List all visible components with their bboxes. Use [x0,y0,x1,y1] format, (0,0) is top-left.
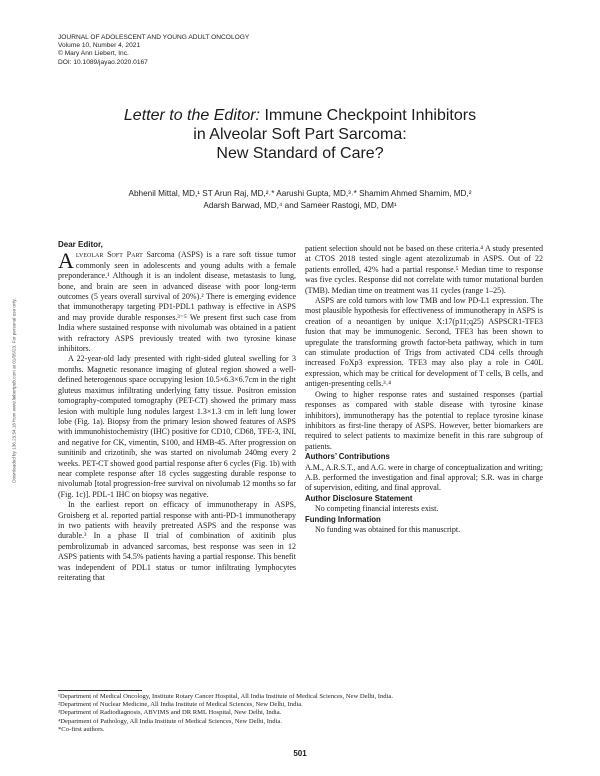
disclosure-heading: Author Disclosure Statement [305,493,413,503]
intro-small-caps: lveolar Soft Part [75,250,143,260]
disclosure-text: No competing financial interests exist. [315,504,439,514]
page-number: 501 [293,749,307,758]
intro-text: Sarcoma (ASPS) is a rare soft tissue tumor commonly seen in adolescents and young adults with a female preponderance.¹ Although it is an indolent disease, metastasis to lung, bone, and brain are seen in advanced disease with poor long-term outcomes (5 years overall survival of 20%).² There is emerging evidence that immunotherapy targeting PD1-PDL1 pathway is effective in ASPS and may provide durable responses.³⁻⁵ We present first such case from India where sustained response with nivolumab was obtained in a patient with refractory ASPS previously treated with two tyrosine kinase inhibitors. [58,250,296,354]
footnote: ²Department of Nuclear Medicine, All India Institute of Medical Sciences, New Delhi, India. [58,701,303,709]
journal-header [58,34,249,67]
footnote: *Co-first authors. [58,725,105,733]
funding-text: No funding was obtained for this manuscript. [315,524,461,534]
title-line3: New Standard of Care? [216,145,384,162]
title-line2: in Alveolar Soft Part Sarcoma: [193,126,407,143]
journal-volume: Volume 10, Number 4, 2021 [58,42,141,50]
footnote: ⁴Department of Pathology, All India Institute of Medical Sciences, New Delhi, India. [58,717,282,725]
affiliations-footnotes [58,693,548,734]
contributions-heading: Authors’ Contributions [305,452,390,462]
footnote-rule [58,690,142,691]
atezolizumab-paragraph: patient selection should not be based on these criteria.⁴ A study presented at CTOS 2018 tested single agent atezolizumab in ASPS. Out of 22 patients enrolled, 42% had a partial response.⁵ Median time to response was five cycles. Response did not correlate with tumor mutational burden (TMB). Median time on treatment was 11 cycles (range 1–25). [305,244,543,295]
title-line1: Immune Checkpoint Inhibitors [264,107,477,124]
authors-line1: Abhenil Mittal, MD,¹ ST Arun Raj, MD,²˒* Aarushi Gupta, MD,³˒* Shamim Ahmed Shamim, MD,² [128,189,472,198]
right-column [305,244,543,535]
download-watermark: Downloaded by 136.23.54.18 from www.liebertpub.com at 01/05/23. For personal use only. [11,298,17,483]
title-lead: Letter to the Editor: [123,107,260,124]
drop-cap: A [58,248,74,274]
literature-paragraph: In the earliest report on efficacy of immunotherapy in ASPS, Groisberg et al. reported partial response with anti-PD-1 immunotherapy in two patients with heavily pretreated ASPS and the response was durable.³ In a phase II trial of combination of axitinib plus pembrolizumab in advanced sarcomas, best response was seen in 12 ASPS patients with 54.5% patients having a partial response. This benefit was independent of PDL1 status or tumor infiltrating lymphocytes reiterating that [58,500,296,582]
copyright-line: © Mary Ann Liebert, Inc. [58,50,129,58]
footnote: ¹Department of Medical Oncology, Institute Rotary Cancer Hospital, All India Institute of Medical Sciences, New Delhi, India. [58,693,393,700]
author-list [80,188,520,213]
authors-line2: Adarsh Barwad, MD,⁴ and Sameer Rastogi, MD, DM¹ [203,201,397,211]
contributions-text: A.M., A.R.S.T., and A.G. were in charge of conceptualization and writing; A.B. performed the investigation and final approval; S.R. was in charge of supervision, editing, and final approval. [305,462,543,493]
salutation: Dear Editor, [58,240,103,249]
article-title [60,106,540,163]
journal-name: JOURNAL OF ADOLESCENT AND YOUNG ADULT ONCOLOGY [58,34,250,41]
doi-line: DOI: 10.1089/jayao.2020.0167 [58,58,148,66]
left-column [58,240,296,583]
intro-paragraph [58,250,296,354]
conclusion-paragraph: Owing to higher response rates and sustained responses (partial responses as compared with stable disease with tyrosine kinase inhibitors), immunotherapy has the potential to replace tyrosine kinase inhibitors as first-line therapy of ASPS. However, better biomarkers are required to select patients to maximize benefit in this rare subgroup of patients. [305,389,543,451]
hypothesis-paragraph: ASPS are cold tumors with low TMB and low PD-L1 expression. The most plausible hypothesis for effectiveness of immunotherapy in ASPS is creation of a neoantigen by unique X:17(p11;q25) ASPSCR1-TFE3 fusion that may be immunogenic. Second, TFE3 has been shown to upregulate the transforming growth factor-beta pathway, which in turn can stimulate production of Trigs from activated CD4 cells through increased FoXp3 expression. TFE3 may also play a role in C40L expression, which may be critical for development of T cells, B cells, and antigen-presenting cells.³˒⁴ [305,296,543,389]
footnote: ³Department of Radiodiagnosis, ABVIMS and DR RML Hospital, New Delhi, India. [58,709,282,717]
funding-heading: Funding Information [305,514,381,524]
case-paragraph: A 22-year-old lady presented with right-sided gluteal swelling for 3 months. Magnetic resonance imaging of gluteal region showed a well-defined heterogenous space occupying lesion 10.5×6.3×6.7cm in the right gluteus maximus infiltrating underlying fatty tissue. Positron emission tomography-computed tomography (PET-CT) showed the primary mass lesion with multiple lung nodules largest 1.3×1.3 cm in left lung lower lobe (Fig. 1a). Biopsy from the primary lesion showed features of ASPS with immunohistochemistry (IHC) positive for CD10, CD68, TFE-3, INI, and negative for CK, vimentin, S100, and HMB-45. After progression on sunitinib and crizotinib, she was started on nivolumab 240mg every 2 weeks. PET-CT showed good partial response after 6 cycles (Fig. 1b) with near complete response after 18 cycles suggesting durable response to nivolumab [total progression-free survival on nivolumab 12 months so far (Fig. 1c)]. PDL-1 IHC on biopsy was negative. [58,354,296,499]
